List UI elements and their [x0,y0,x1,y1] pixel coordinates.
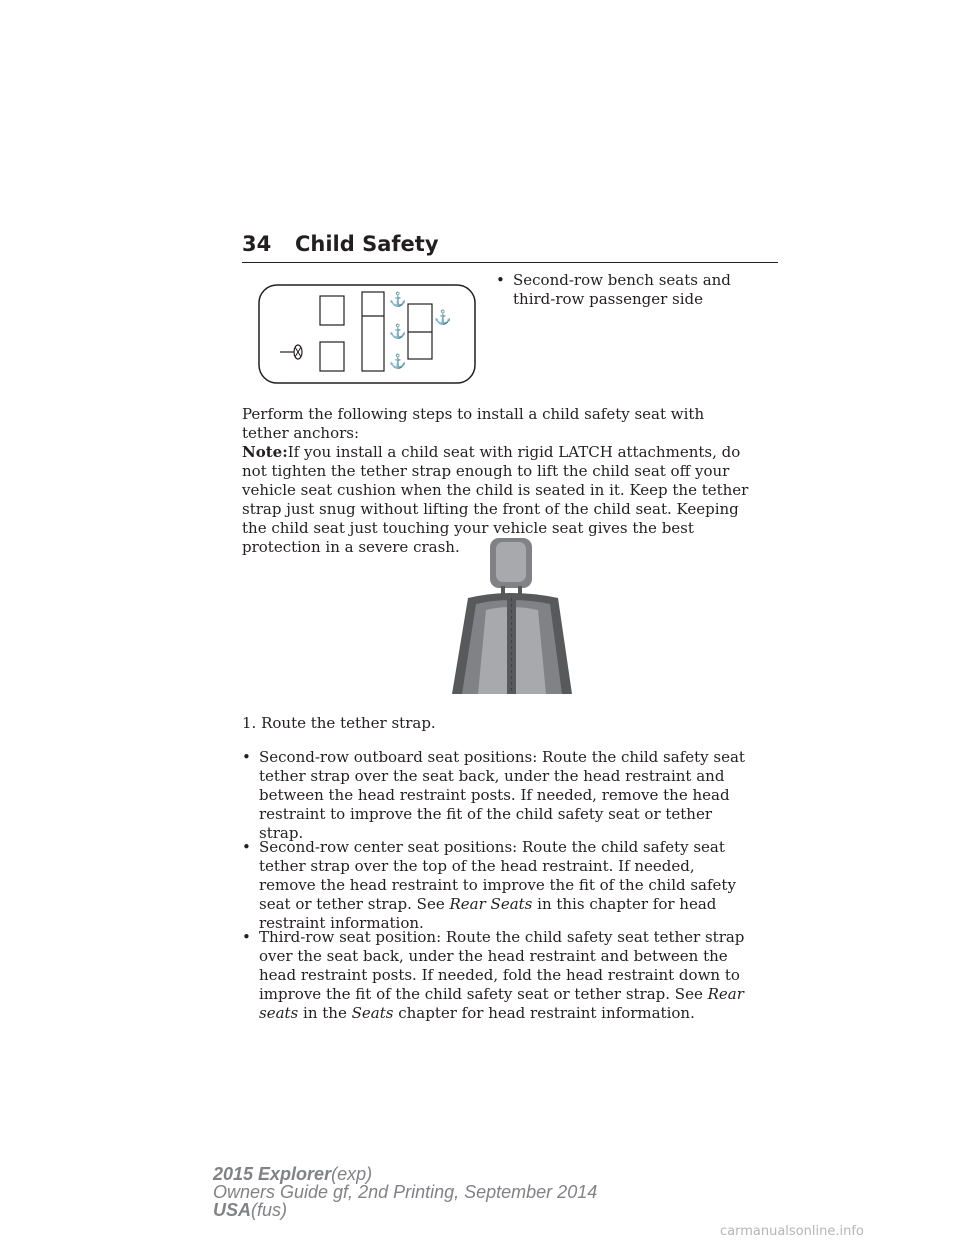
footer-line-2: Owners Guide gf, 2nd Printing, September 2014 [213,1182,598,1202]
bullet-3-text-mid: in the [303,1004,347,1022]
bullet-icon: • [242,838,251,856]
anchor-icon: ⚓ [389,354,407,370]
bullet-3-text-b: chapter for head restraint information. [398,1004,695,1022]
anchor-icon: ⚓ [389,292,407,308]
footer-market: USA [213,1200,252,1220]
bullet-3-text-a: Third-row seat position: Route the child safety seat tether strap over the seat back, under the head restraint and between the head restraint posts. If needed, fold the head restraint down to improve the fit of the child safety seat or tether strap. See [259,928,745,1003]
watermark: carmanualsonline.info [720,1224,864,1239]
bullet-2-text-b: in this chapter for head restraint information. [259,895,717,932]
step-1: 1. Route the tether strap. [242,714,436,732]
page-header [242,232,778,263]
footer-model: 2015 Explorer [213,1164,332,1184]
seat-tether-image-icon [446,536,576,694]
footer-line-1 [213,1165,597,1183]
footer-market-code: (fus) [251,1200,288,1220]
bullet-icon: • [242,748,251,766]
caption-text: Second-row bench seats and third-row passenger side [513,271,731,308]
page-number: 34 [242,232,272,256]
bullet-3-text [259,928,756,1023]
bullet-1-text: Second-row outboard seat positions: Route the child safety seat tether strap over the seat back, under the head restraint and between the head restraint posts. If needed, remove the head restraint to improve the fit of the child safety seat or tether strap. [259,748,745,842]
footer-line-3 [213,1201,597,1219]
anchor-icon: ⚓ [389,324,407,340]
seating-anchor-diagram [258,284,476,388]
note-label: Note: [242,443,288,461]
page-footer [213,1165,597,1219]
bullet-2-text-a: Second-row center seat positions: Route the child safety seat tether strap over the top of the head restraint. If needed, remove the head restraint to improve the fit of the child safety seat or tether strap. See [259,838,736,913]
bullet-icon: • [242,928,251,946]
intro-paragraph: Perform the following steps to install a child safety seat with tether anchors: [242,405,705,442]
bullet-icon: • [496,271,505,289]
rear-seats-reference: Rear seats [259,985,744,1022]
bullet-2-text [259,838,756,933]
seat-illustration [446,536,576,698]
footer-model-code: (exp) [331,1164,373,1184]
seats-chapter-reference: Seats [351,1004,394,1022]
note-text: If you install a child seat with rigid LATCH attachments, do not tighten the tether strap enough to lift the child seat off your vehicle seat cushion when the child is seated in it. Keep the tether strap just snug without lifting the front of the child seat. Keeping the child seat just touching your vehicle seat gives the best protection in a severe crash. [242,443,749,556]
anchor-icon: ⚓ [434,310,452,326]
chapter-title: Child Safety [295,232,439,256]
vehicle-seat-layout-icon [258,284,476,384]
rear-seats-reference: Rear Seats [449,895,533,913]
